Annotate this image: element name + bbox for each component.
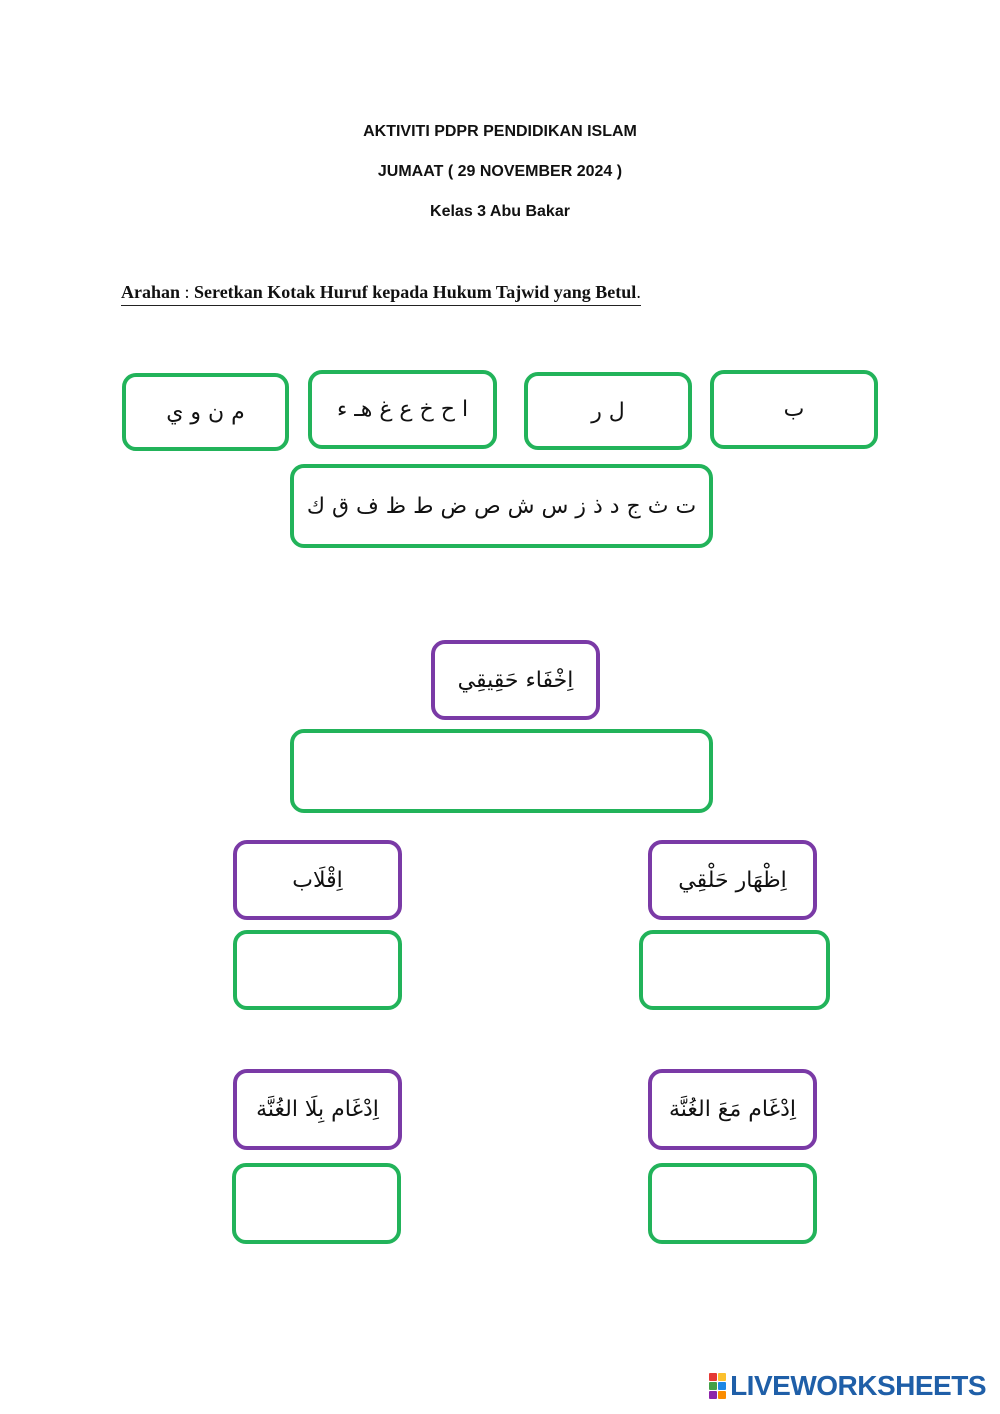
label-idgham-maal-ghunnah [648, 1069, 817, 1150]
label-iqlab-text: اِقْلَاب [292, 867, 343, 893]
letter-box-letters: ب [783, 397, 805, 422]
liveworksheets-logo-text: LIVEWORKSHEETS [730, 1370, 986, 1401]
label-ikhfa-haqiqi-text: اِخْفَاء حَقِيقِي [457, 667, 574, 693]
logo-square [709, 1382, 717, 1390]
liveworksheets-logo-icon [709, 1373, 726, 1399]
logo-square [709, 1373, 717, 1381]
instruction-separator: : [180, 282, 195, 302]
letter-box-letters: م ن و ي [166, 399, 245, 425]
instruction-text: Seretkan Kotak Huruf kepada Hukum Tajwid yang Betul [194, 282, 637, 302]
letter-box-letters: ا ح خ ع غ هـ ء [336, 397, 469, 422]
worksheet-date: JUMAAT ( 29 NOVEMBER 2024 ) [377, 163, 623, 180]
worksheet-title: AKTIVITI PDPR PENDIDIKAN ISLAM [363, 123, 637, 140]
label-izhar-halqi-text: اِظْهَار حَلْقِي [678, 867, 787, 893]
label-iqlab [233, 840, 402, 920]
drop-zone-iqlab[interactable] [233, 930, 402, 1010]
instruction-end: . [636, 282, 641, 302]
letter-box-izhar[interactable] [308, 370, 497, 449]
letter-box-idgham-bila[interactable] [524, 372, 692, 450]
letter-box-ikhfa[interactable] [290, 464, 713, 548]
drop-zone-izhar-halqi[interactable] [639, 930, 830, 1010]
letter-box-iqlab[interactable] [710, 370, 878, 449]
logo-square [718, 1382, 726, 1390]
label-idgham-bila-ghunnah [233, 1069, 402, 1150]
label-ikhfa-haqiqi [431, 640, 600, 720]
logo-square [718, 1391, 726, 1399]
letter-box-idgham-maa[interactable] [122, 373, 289, 451]
worksheet-class: Kelas 3 Abu Bakar [430, 203, 570, 220]
instruction-label: Arahan [121, 282, 181, 302]
drop-zone-idgham-maal-ghunnah[interactable] [648, 1163, 817, 1244]
logo-square [709, 1391, 717, 1399]
label-idgham-bila-ghunnah-text: اِدْغَام بِلَا الغُنَّة [256, 1097, 379, 1122]
letter-box-letters: ت ث ج د ذ ز س ش ص ض ط ظ ف ق ك [306, 493, 697, 519]
logo-square [718, 1373, 726, 1381]
letter-box-letters: ل ر [591, 398, 625, 424]
instruction [121, 282, 641, 306]
drop-zone-idgham-bila-ghunnah[interactable] [232, 1163, 401, 1244]
liveworksheets-logo [709, 1370, 986, 1402]
label-idgham-maal-ghunnah-text: اِدْغَام مَعَ الغُنَّة [668, 1097, 797, 1122]
drop-zone-ikhfa-haqiqi[interactable] [290, 729, 713, 813]
label-izhar-halqi [648, 840, 817, 920]
